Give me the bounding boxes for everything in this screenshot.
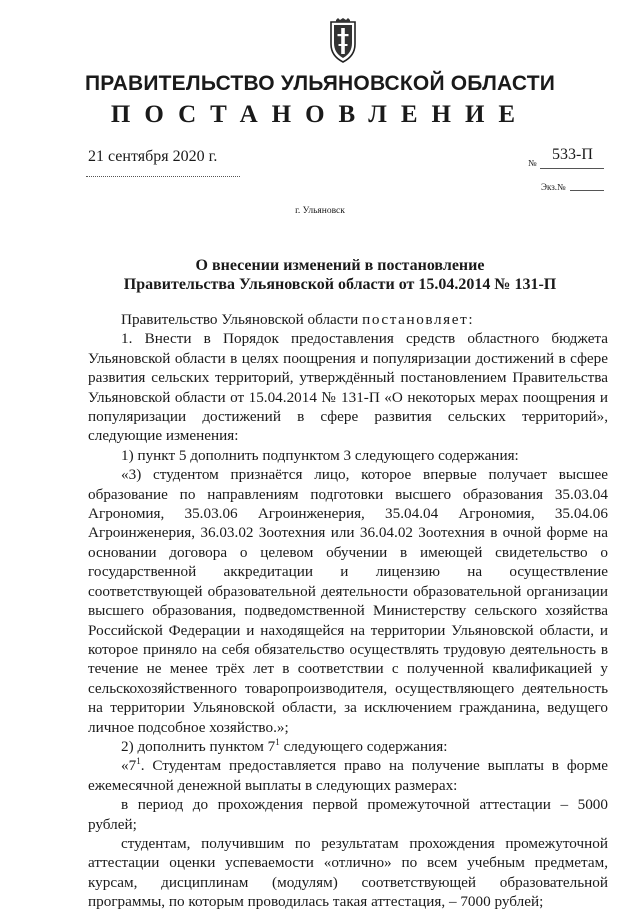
organization-name: ПРАВИТЕЛЬСТВО УЛЬЯНОВСКОЙ ОБЛАСТИ bbox=[84, 72, 556, 95]
intro-paragraph bbox=[88, 310, 608, 329]
coat-of-arms-emblem bbox=[326, 18, 360, 64]
paragraph-7: студентам, получившим по результатам прохождения промежуточной аттестации оценки успеваемости «отлично» по всем учебным предметам, курсам, дисциплинам (модулям) соответствующей образовательной программы, по которым проводилась такая аттестация, – 7000 рублей; bbox=[88, 834, 608, 911]
intro-colon: : bbox=[468, 311, 473, 328]
paragraph-2: 1) пункт 5 дополнить подпунктом 3 следующего содержания: bbox=[121, 446, 519, 464]
document-type: ПОСТАНОВЛЕНИЕ bbox=[110, 101, 530, 128]
document-number: 533-П bbox=[552, 146, 593, 163]
paragraph-5 bbox=[88, 756, 608, 795]
paragraph-5-end: . Студентам предоставляется право на получение выплаты в форме ежемесячной денежной выплаты в следующих размерах: bbox=[88, 757, 608, 794]
number-underline bbox=[540, 168, 604, 169]
paragraph-4-end: следующего содержания: bbox=[279, 737, 448, 755]
copy-number-label: Экз.№ bbox=[541, 182, 566, 192]
copy-number-line bbox=[570, 190, 604, 191]
intro-text: Правительство Ульяновской области bbox=[121, 311, 363, 328]
paragraph-3: «3) студентом признаётся лицо, которое впервые получает высшее образование по направлениям подготовки высшего образования 35.03.04 Агрономия, 35.03.06 Агроинженерия, 35.04.04 Агрономия, 35.04.06 Агроинженерия, 36.03.02 Зоотехния или 36.04.02 Зоотехния в очной форме на основании договора о целевом обучении в имеющей свидетельство о государственной аккредитации и лицензию на осуществление соответствующей образовательной деятельности образовательной организации высшего образования, подведомственной Министерству сельского хозяйства Российской Федерации и находящейся на территории Ульяновской области, и которое приняло на себя обязательство осуществлять трудовую деятельность в течение не менее трёх лет в соответствии с полученной квалификацией у сельскохозяйственного товаропроизводителя, осуществляющего деятельность на территории Ульяновской области, за исключением гражданина, ведущего личное подсобное хозяйство.»; bbox=[88, 466, 608, 736]
document-date: 21 сентября 2020 г. bbox=[88, 148, 218, 165]
paragraph-5-start: «7 bbox=[121, 757, 137, 775]
date-underline bbox=[86, 176, 240, 177]
title-line-2: Правительства Ульяновской области от 15.04.2014 № 131-П bbox=[123, 276, 557, 293]
paragraph-4 bbox=[88, 737, 608, 756]
paragraph-5-sup: 1 bbox=[136, 756, 141, 767]
paragraph-4-sup: 1 bbox=[275, 736, 280, 747]
document-body bbox=[88, 310, 608, 912]
paragraph-4-start: 2) дополнить пунктом 7 bbox=[121, 737, 276, 755]
document-title bbox=[70, 256, 610, 294]
title-line-1: О внесении изменений в постановление bbox=[195, 257, 485, 274]
paragraph-6: в период до прохождения первой промежуточной аттестации – 5000 рублей; bbox=[88, 796, 608, 833]
city-name: г. Ульяновск bbox=[295, 206, 345, 216]
resolves-word: постановляет bbox=[362, 311, 469, 328]
paragraph-1: 1. Внести в Порядок предоставления средств областного бюджета Ульяновской области в целях поощрения и популяризации достижений в сфере развития сельских территорий, утверждённый постановлением Правительства Ульяновской области от 15.04.2014 № 131-П «О некоторых мерах поощрения и популяризации достижений в сфере развития сельских территорий», следующие изменения: bbox=[88, 330, 608, 445]
number-label: № bbox=[528, 158, 537, 168]
